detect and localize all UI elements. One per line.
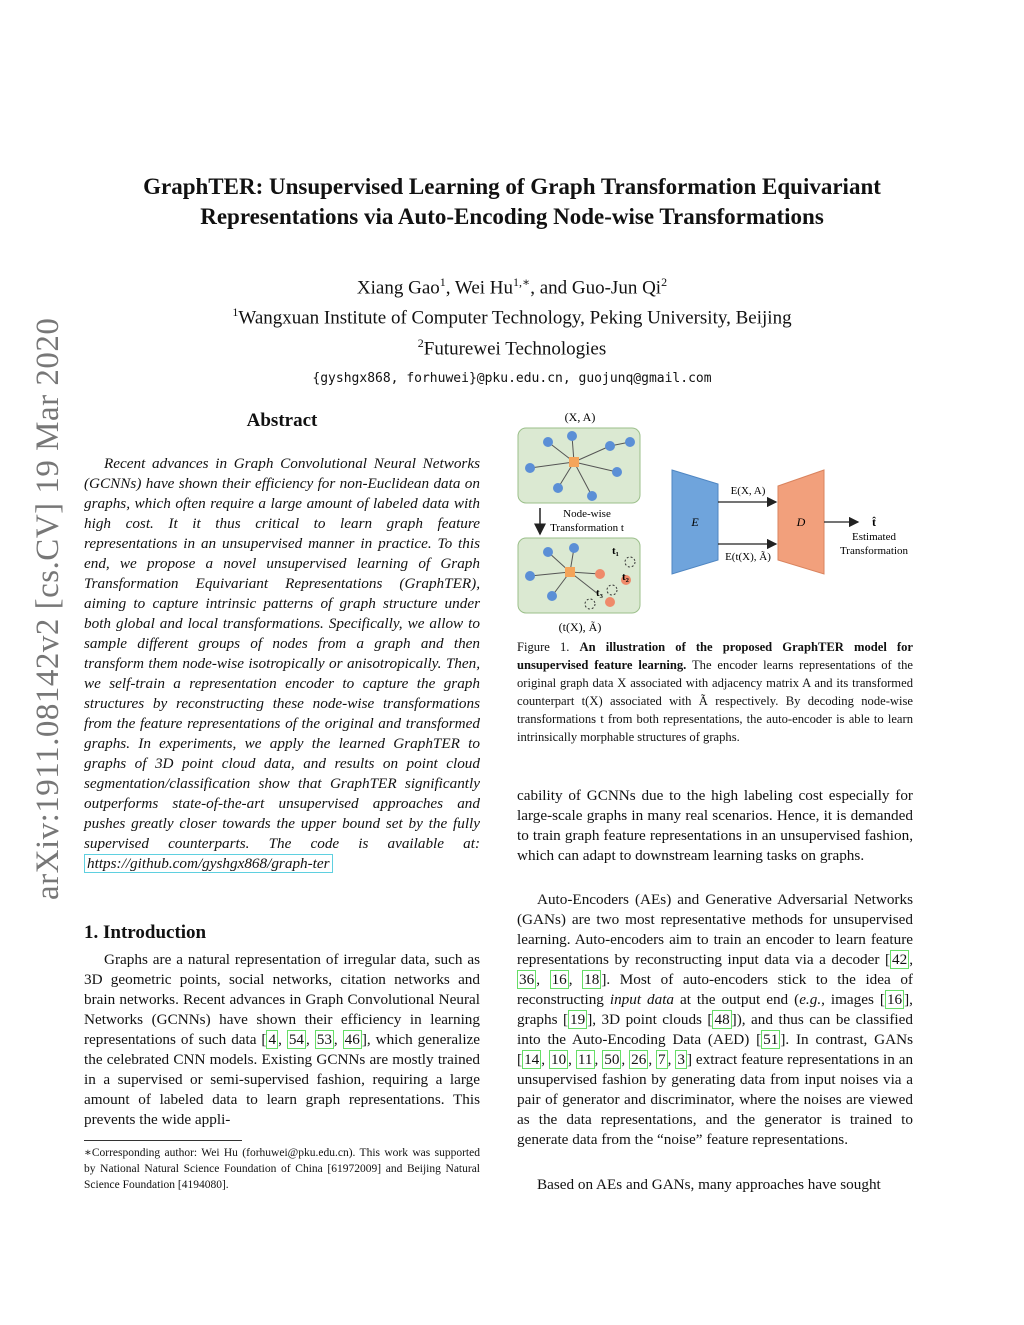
title-line-1: GraphTER: Unsupervised Learning of Graph Transformation Equivariant bbox=[143, 174, 881, 199]
right-paragraph-3-text: Based on AEs and GANs, many approaches have sought bbox=[537, 1176, 881, 1193]
citation-link[interactable]: 16 bbox=[551, 971, 567, 988]
graph-node bbox=[625, 437, 635, 447]
email-line bbox=[80, 365, 944, 391]
citation-link[interactable]: 14 bbox=[524, 1051, 540, 1068]
citation-link[interactable]: 50 bbox=[604, 1051, 620, 1068]
affiliation-1 bbox=[80, 300, 944, 330]
graph-node bbox=[525, 571, 535, 581]
right-text: ], 3D point clouds [ bbox=[587, 1011, 713, 1028]
graph-node bbox=[569, 543, 579, 553]
right-paragraph-2: Auto-Encoders (AEs) and Generative Adversarial Networks (GANs) are two most representative methods for unsupervised learning. Auto-encoders aim to train an encoder to learn feature representations by reconstructing input data via a decoder [ 42 , 36 , 16 , 18 ]. Most of auto-encoders stick to the idea of reconstructing input data at the output end (e.g., images [ 16 ], graphs [ 19 ], 3D point clouds [ 48 ]), and thus can be classified into the Auto-Encoding Data (AED) [ 51 ]. In contrast, GANs [ 14 , 10 , 11 , 50 , 26 , 7 , 3 ] extract feature representations in an unsupervised fashion by generating data from input noises via a pair of generator and discriminator, where the noises are viewed as the data representations, and the generator is trained to generate data from the “noise” feature representations. bbox=[517, 891, 914, 1148]
graph-node bbox=[587, 491, 597, 501]
graph-node bbox=[605, 441, 615, 451]
figure-label-bottom: (t(X), Ã) bbox=[558, 620, 602, 634]
citation-link[interactable]: 54 bbox=[288, 1031, 304, 1048]
graph-node bbox=[547, 591, 557, 601]
citation-link[interactable]: 48 bbox=[714, 1011, 730, 1028]
author-1-sup: 1 bbox=[439, 275, 446, 289]
intro-text-a: Graphs are a natural representation of irregular data, such as 3D geometric points, social networks, citation networks and brain networks. Recent advances in Graph Convolutional Neural Networks (GCNNs) have shown their efficiency in learning representations of such data [ bbox=[84, 951, 480, 1048]
right-paragraph-1-text: cability of GCNNs due to the high labeling cost especially for large-scale graphs in many real scenarios. Hence, it is demanded to train graph feature representations in an unsupervised fashion, which can adapt to downstream learning tasks on graphs. bbox=[517, 787, 913, 864]
graph-node bbox=[612, 467, 622, 477]
citation-link[interactable]: 7 bbox=[658, 1051, 666, 1068]
citation-link[interactable]: 3 bbox=[677, 1051, 685, 1068]
citation-link[interactable]: 10 bbox=[550, 1051, 567, 1068]
citation-link[interactable]: 36 bbox=[519, 971, 535, 988]
author-1: Xiang Gao bbox=[356, 277, 440, 299]
figure-label-top: (X, A) bbox=[564, 410, 596, 424]
encoder-output-top: E(X, A) bbox=[730, 485, 766, 497]
citation-link[interactable]: 11 bbox=[577, 1051, 593, 1068]
right-text: ]), and thus can be classified into the Auto-Encoding Data (AED) [ bbox=[517, 1011, 913, 1048]
encoder-label: E bbox=[691, 515, 699, 529]
node-wise-label-2: Transformation t bbox=[550, 522, 624, 534]
t3-label: t₃ bbox=[596, 587, 603, 599]
center-node bbox=[569, 457, 579, 467]
footnote: ∗Corresponding author: Wei Hu (forhuwei@pku.edu.cn). This work was supported by National Natural Science Foundation of China [61972009] and Beijing Natural Science Foundation [4194080]. bbox=[84, 1147, 480, 1191]
citation-link[interactable]: 26 bbox=[631, 1051, 647, 1068]
right-text: , images [ bbox=[821, 991, 885, 1008]
right-text: at the output end ( bbox=[674, 991, 800, 1008]
t1-label: t₁ bbox=[612, 545, 619, 557]
graph-node bbox=[525, 463, 535, 473]
citation-link[interactable]: 46 bbox=[344, 1031, 360, 1048]
transformed-node bbox=[605, 597, 615, 607]
author-2: , Wei Hu bbox=[445, 277, 514, 299]
arxiv-stamp: arXiv:1911.08142v2 [cs.CV] 19 Mar 2020 bbox=[30, 317, 66, 900]
graph-node bbox=[543, 437, 553, 447]
estimated-label-1: Estimated bbox=[852, 531, 896, 543]
citation-link[interactable]: 18 bbox=[584, 971, 600, 988]
affiliation-1-sup: 1 bbox=[232, 305, 239, 320]
output-t-hat: t̂ bbox=[872, 515, 876, 529]
center-node bbox=[565, 567, 575, 577]
citation-link[interactable]: 16 bbox=[886, 991, 903, 1008]
paper-title bbox=[80, 172, 944, 232]
author-2-sup: 1,∗ bbox=[513, 275, 531, 289]
caption-bold: An illustration of the proposed GraphTER model for unsupervised feature learning. bbox=[517, 640, 913, 672]
citation-link[interactable]: 42 bbox=[892, 951, 908, 968]
right-text-italic: e.g. bbox=[799, 991, 822, 1008]
figure-1-diagram bbox=[512, 404, 922, 636]
author-3: , and Guo-Jun Qi bbox=[530, 277, 662, 299]
caption-text: The encoder learns representations of the original graph data X associated with adjacency matrix A and its transformed counterpart t(X) associated with Ã respectively. By decoding node-wise transformations t from both representations, the auto-encoder is able to learn intrinsically morphable structures of graphs. bbox=[517, 658, 913, 744]
code-link[interactable]: https://github.com/gyshgx868/graph-ter bbox=[84, 854, 333, 873]
right-text: Auto-Encoders (AEs) and Generative Adversarial Networks (GANs) are two most representative methods for unsupervised learning. Auto-encoders aim to train an encoder to learn feature representations by reconstructing input data via a decoder [ bbox=[517, 891, 913, 968]
figure-1-caption bbox=[517, 638, 913, 746]
estimated-label-2: Transformation bbox=[839, 545, 909, 557]
footnote-rule bbox=[84, 1140, 242, 1141]
intro-paragraph: Graphs are a natural representation of irregular data, such as 3D geometric points, social networks, citation networks and brain networks. Recent advances in Graph Convolutional Neural Networks (GCNNs) have shown their efficiency in learning representations of such data [ 4 , 54 , 53 , 46 ], which generalize the celebrated CNN models. Existing GCNNs are mostly trained in a supervised or semi-supervised fashion, requiring a large amount of labeled data to learn graph representations. This prevents the wide appli- bbox=[84, 951, 481, 1128]
transformed-node bbox=[595, 569, 605, 579]
encoder-output-bottom: E(t(X), Ã) bbox=[725, 551, 771, 563]
author-names bbox=[80, 270, 944, 300]
graph-node bbox=[567, 431, 577, 441]
intro-text-b: ], which generalize the celebrated CNN models. Existing GCNNs are mostly trained in a supervised or semi-supervised fashion, requiring a large amount of labeled data to learn graph representations. This prevents the wide appli- bbox=[84, 1031, 481, 1128]
right-paragraph-3 bbox=[517, 1175, 913, 1195]
right-text: ], graphs [ bbox=[517, 991, 913, 1028]
right-paragraph-1 bbox=[517, 786, 913, 866]
email: {gyshgx868, forhuwei}@pku.edu.cn, guojunq@gmail.com bbox=[312, 370, 712, 386]
citation-link[interactable]: 51 bbox=[763, 1031, 779, 1048]
author-3-sup: 2 bbox=[661, 275, 668, 289]
graph-node bbox=[543, 547, 553, 557]
right-text: ] extract feature representations in an unsupervised fashion by generating data from input noises via a pair of generator and discriminator, where the noises are viewed as the data representations, and the generator is trained to generate data from the “noise” feature representations. bbox=[517, 1051, 914, 1148]
title-line-2: Representations via Auto-Encoding Node-wise Transformations bbox=[200, 204, 824, 229]
caption-prefix: Figure 1. bbox=[517, 640, 580, 654]
citation-link[interactable]: 4 bbox=[268, 1031, 277, 1048]
right-text: ]. In contrast, GANs [ bbox=[517, 1031, 913, 1068]
graph-node bbox=[553, 483, 563, 493]
affiliation-1-text: Wangxuan Institute of Computer Technology, Peking University, Beijing bbox=[238, 307, 792, 329]
affiliation-2-sup: 2 bbox=[417, 335, 424, 350]
right-text-italic: input data bbox=[609, 991, 675, 1008]
node-wise-label-1: Node-wise bbox=[563, 508, 611, 520]
citation-link[interactable]: 53 bbox=[316, 1031, 332, 1048]
abstract-text: Recent advances in Graph Convolutional Neural Networks (GCNNs) have shown their efficiency for non-Euclidean data on graphs, which often require a large amount of labeled data with high cost. It it thus critical to learn graph feature representations in an unsupervised manner in practice. To this end, we propose a novel unsupervised learning of Graph Transformation Equivariant Representations (GraphTER), aiming to capture intrinsic patterns of graph structure under both global and local transformations. Specifically, we allow to sample different groups of nodes from a graph and then transform them node-wise isotropically or anisotropically. Then, we self-train a representation encoder to capture the graph structures by reconstructing these node-wise transformations from the feature representations of the original and transformed graphs. In experiments, we apply the learned GraphTER to graphs of 3D point cloud data, and results on point cloud segmentation/classification show that GraphTER significantly outperforms state-of-the-art unsupervised approaches and pushes greatly closer towards the upper bound set by the fully supervised counterparts. The code is available at: bbox=[84, 455, 480, 852]
abstract-body bbox=[84, 454, 480, 874]
section-heading-introduction: 1. Introduction bbox=[84, 922, 207, 943]
decoder-label: D bbox=[796, 515, 806, 529]
abstract-heading: Abstract bbox=[246, 410, 318, 431]
t2-label: t₂ bbox=[622, 571, 629, 583]
author-block bbox=[80, 270, 944, 391]
affiliation-2 bbox=[80, 331, 944, 361]
affiliation-2-text: Futurewei Technologies bbox=[423, 337, 607, 359]
citation-link[interactable]: 19 bbox=[570, 1011, 586, 1028]
right-text: ]. Most of auto-encoders stick to the idea of reconstructing bbox=[517, 971, 913, 1008]
